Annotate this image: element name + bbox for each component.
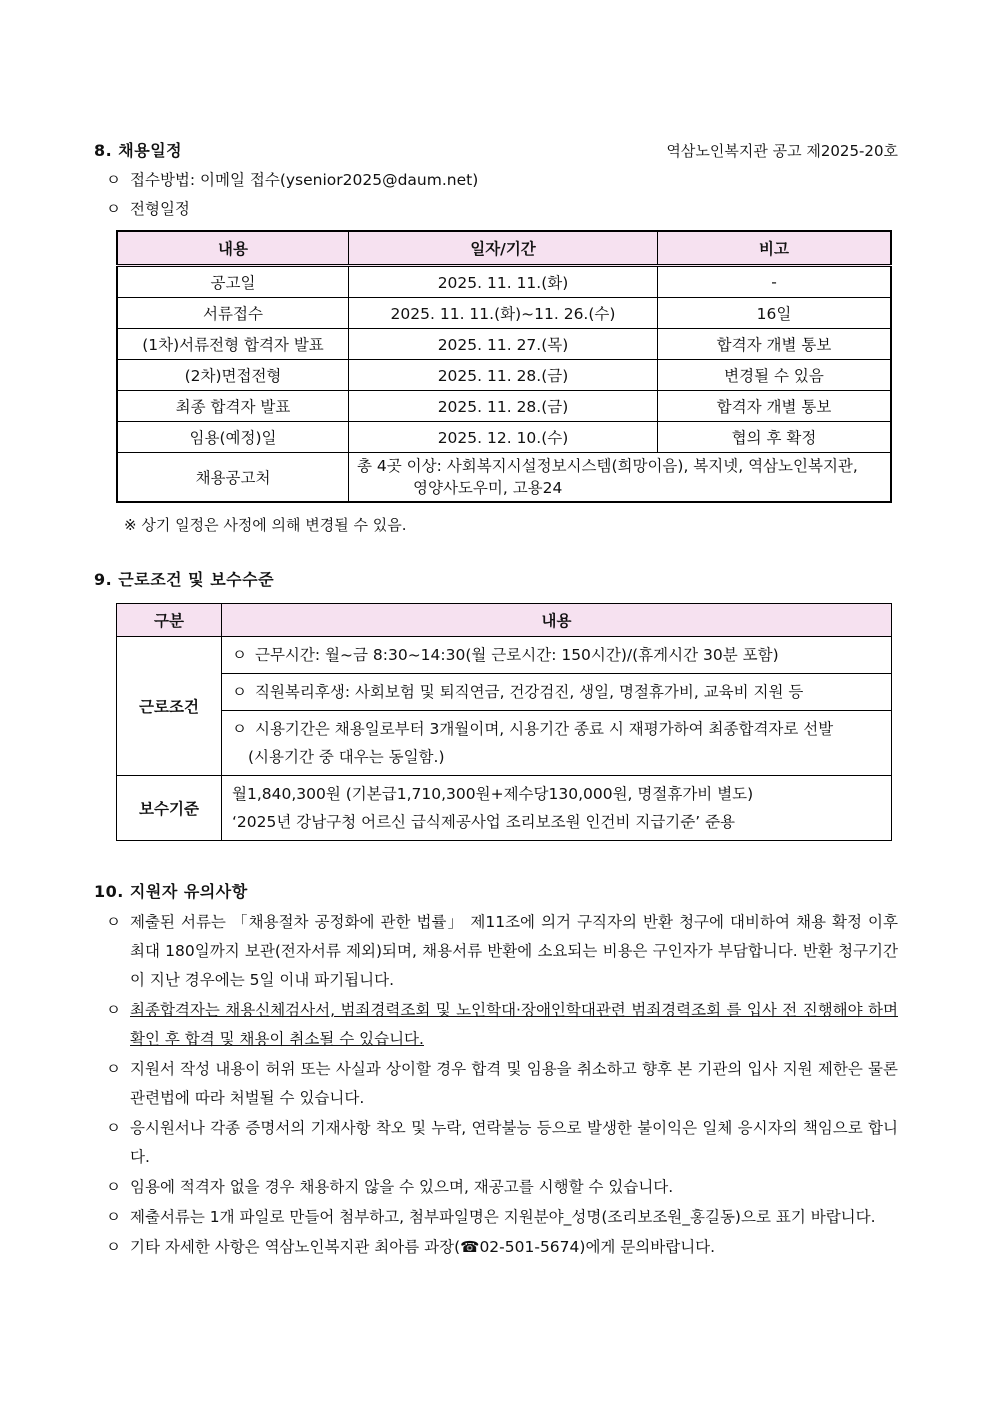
posting-line: 총 4곳 이상: 사회복지시설정보시스템(희망이음), 복지넷, 역삼노인복지관, <box>357 457 858 475</box>
bullet-mark: ㅇ <box>232 646 247 664</box>
table-row <box>117 711 892 776</box>
work-label: 근로조건 <box>117 637 222 776</box>
receipt-method-text: 접수방법: 이메일 접수(ysenior2025@daum.net) <box>130 171 479 189</box>
bullet-mark: ㅇ <box>232 683 247 701</box>
table-header-row <box>117 231 891 266</box>
work-item <box>222 674 892 711</box>
cell: 변경될 수 있음 <box>658 360 892 391</box>
bullet-mark: ㅇ <box>232 720 247 738</box>
notice-item <box>94 1114 898 1172</box>
table-row <box>117 360 891 391</box>
bullet-mark: ㅇ <box>106 1060 121 1078</box>
work-item-text: 직원복리후생: 사회보험 및 퇴직연금, 건강검진, 생일, 명절휴가비, 교육비 지원 등 <box>254 683 804 701</box>
cell: 협의 후 확정 <box>658 422 892 453</box>
notice-item-text: 지원서 작성 내용이 허위 또는 사실과 상이할 경우 합격 및 임용을 취소하고 향후 본 기관의 입사 지원 제한은 물론 관련법에 따라 처벌될 수 있습니다. <box>130 1060 898 1107</box>
table-row <box>117 637 892 674</box>
cell: 2025. 12. 10.(수) <box>349 422 658 453</box>
cell: (1차)서류전형 합격자 발표 <box>117 329 349 360</box>
pay-line: ‘2025년 강남구청 어르신 급식제공사업 조리보조원 인건비 지급기준’ 준용 <box>232 813 736 831</box>
col-header-remark: 비고 <box>658 231 892 266</box>
schedule-table <box>116 230 892 503</box>
receipt-method <box>94 166 898 195</box>
notice-item-text: 최종합격자는 채용신체검사서, 범죄경력조회 및 노인학대·장애인학대관련 범죄경력조회 를 입사 전 진행해야 하며 확인 후 합격 및 채용이 취소될 수 있습니다. <box>130 1001 898 1048</box>
table-row <box>117 391 891 422</box>
cell: 합격자 개별 통보 <box>658 329 892 360</box>
notice-item-text: 응시원서나 각종 증명서의 기재사항 착오 및 누락, 연락불능 등으로 발생한 불이익은 일체 응시자의 책임으로 합니다. <box>130 1119 898 1166</box>
section9-header <box>94 567 898 595</box>
table-row <box>117 453 891 503</box>
posting-cell <box>349 453 892 503</box>
bullet-mark: ㅇ <box>106 171 121 189</box>
table-row <box>117 776 892 841</box>
table-row <box>117 298 891 329</box>
notice-item <box>94 908 898 995</box>
table-row <box>117 674 892 711</box>
work-item <box>222 711 892 776</box>
pay-label: 보수기준 <box>117 776 222 841</box>
cell: 16일 <box>658 298 892 329</box>
notice-item <box>94 1203 898 1232</box>
pay-line: 월1,840,300원 (기본급1,710,300원+제수당130,000원, 명절휴가비 별도) <box>232 785 754 803</box>
bullet-mark: ㅇ <box>106 1178 121 1196</box>
schedule-label-text: 전형일정 <box>130 200 190 218</box>
notice-item-text: 임용에 적격자 없을 경우 채용하지 않을 수 있으며, 재공고를 시행할 수 있습니다. <box>130 1178 674 1196</box>
bullet-mark: ㅇ <box>106 1119 121 1137</box>
work-item-text: 근무시간: 월~금 8:30~14:30(월 근로시간: 150시간)/(휴게시간 30분 포함) <box>254 646 779 664</box>
notice-item <box>94 1055 898 1113</box>
cell: 합격자 개별 통보 <box>658 391 892 422</box>
table-row <box>117 266 891 298</box>
bullet-mark: ㅇ <box>106 1001 121 1019</box>
work-item-cont: (시용기간 중 대우는 동일함.) <box>248 748 445 766</box>
notice-item <box>94 1173 898 1202</box>
document-page <box>94 138 898 1262</box>
notice-number: 역삼노인복지관 공고 제2025-20호 <box>666 142 898 160</box>
section9-title: 9. 근로조건 및 보수수준 <box>94 570 275 589</box>
col-header-category: 구분 <box>117 604 222 637</box>
schedule-label <box>94 195 898 224</box>
section10-title: 10. 지원자 유의사항 <box>94 882 248 901</box>
schedule-note: ※ 상기 일정은 사정에 의해 변경될 수 있음. <box>124 516 407 534</box>
work-item <box>222 637 892 674</box>
section8-header <box>94 138 898 166</box>
cell: 2025. 11. 28.(금) <box>349 391 658 422</box>
table-header-row <box>117 604 892 637</box>
conditions-table <box>116 603 892 841</box>
cell: 채용공고처 <box>117 453 349 503</box>
pay-content <box>222 776 892 841</box>
work-item-text: 시용기간은 채용일로부터 3개월이며, 시용기간 종료 시 재평가하여 최종합격자로 선발 <box>254 720 834 738</box>
notice-item-text: 제출된 서류는 「채용절차 공정화에 관한 법률」 제11조에 의거 구직자의 반환 청구에 대비하여 채용 확정 이후 최대 180일까지 보관(전자서류 제외)되며, 채용서류 반환에 소요되는 비용은 구인자가 부담합니다. 반환 청구기간이 지난 경우에는 5일 이내 파기됩니다. <box>130 913 898 989</box>
cell: 2025. 11. 27.(목) <box>349 329 658 360</box>
col-header-content: 내용 <box>222 604 892 637</box>
cell: (2차)면접전형 <box>117 360 349 391</box>
cell: 서류접수 <box>117 298 349 329</box>
table-row <box>117 329 891 360</box>
notice-item <box>94 996 898 1054</box>
cell: 공고일 <box>117 266 349 298</box>
cell: 2025. 11. 28.(금) <box>349 360 658 391</box>
cell: 2025. 11. 11.(화)~11. 26.(수) <box>349 298 658 329</box>
section10-header <box>94 879 898 907</box>
table-row <box>117 422 891 453</box>
bullet-mark: ㅇ <box>106 913 121 931</box>
cell: 임용(예정)일 <box>117 422 349 453</box>
bullet-mark: ㅇ <box>106 200 121 218</box>
col-header-content: 내용 <box>117 231 349 266</box>
cell: - <box>658 266 892 298</box>
cell: 2025. 11. 11.(화) <box>349 266 658 298</box>
posting-line: 영양사도우미, 고용24 <box>413 479 563 497</box>
notice-item-text: 제출서류는 1개 파일로 만들어 첨부하고, 첨부파일명은 지원분야_성명(조리보조원_홍길동)으로 표기 바랍니다. <box>130 1208 876 1226</box>
notice-item <box>94 1233 898 1262</box>
notice-item-text: 기타 자세한 사항은 역삼노인복지관 최아름 과장(☎02-501-5674)에게 문의바랍니다. <box>130 1238 716 1256</box>
bullet-mark: ㅇ <box>106 1208 121 1226</box>
bullet-mark: ㅇ <box>106 1238 121 1256</box>
section8-title: 8. 채용일정 <box>94 141 183 160</box>
cell: 최종 합격자 발표 <box>117 391 349 422</box>
col-header-date: 일자/기간 <box>349 231 658 266</box>
